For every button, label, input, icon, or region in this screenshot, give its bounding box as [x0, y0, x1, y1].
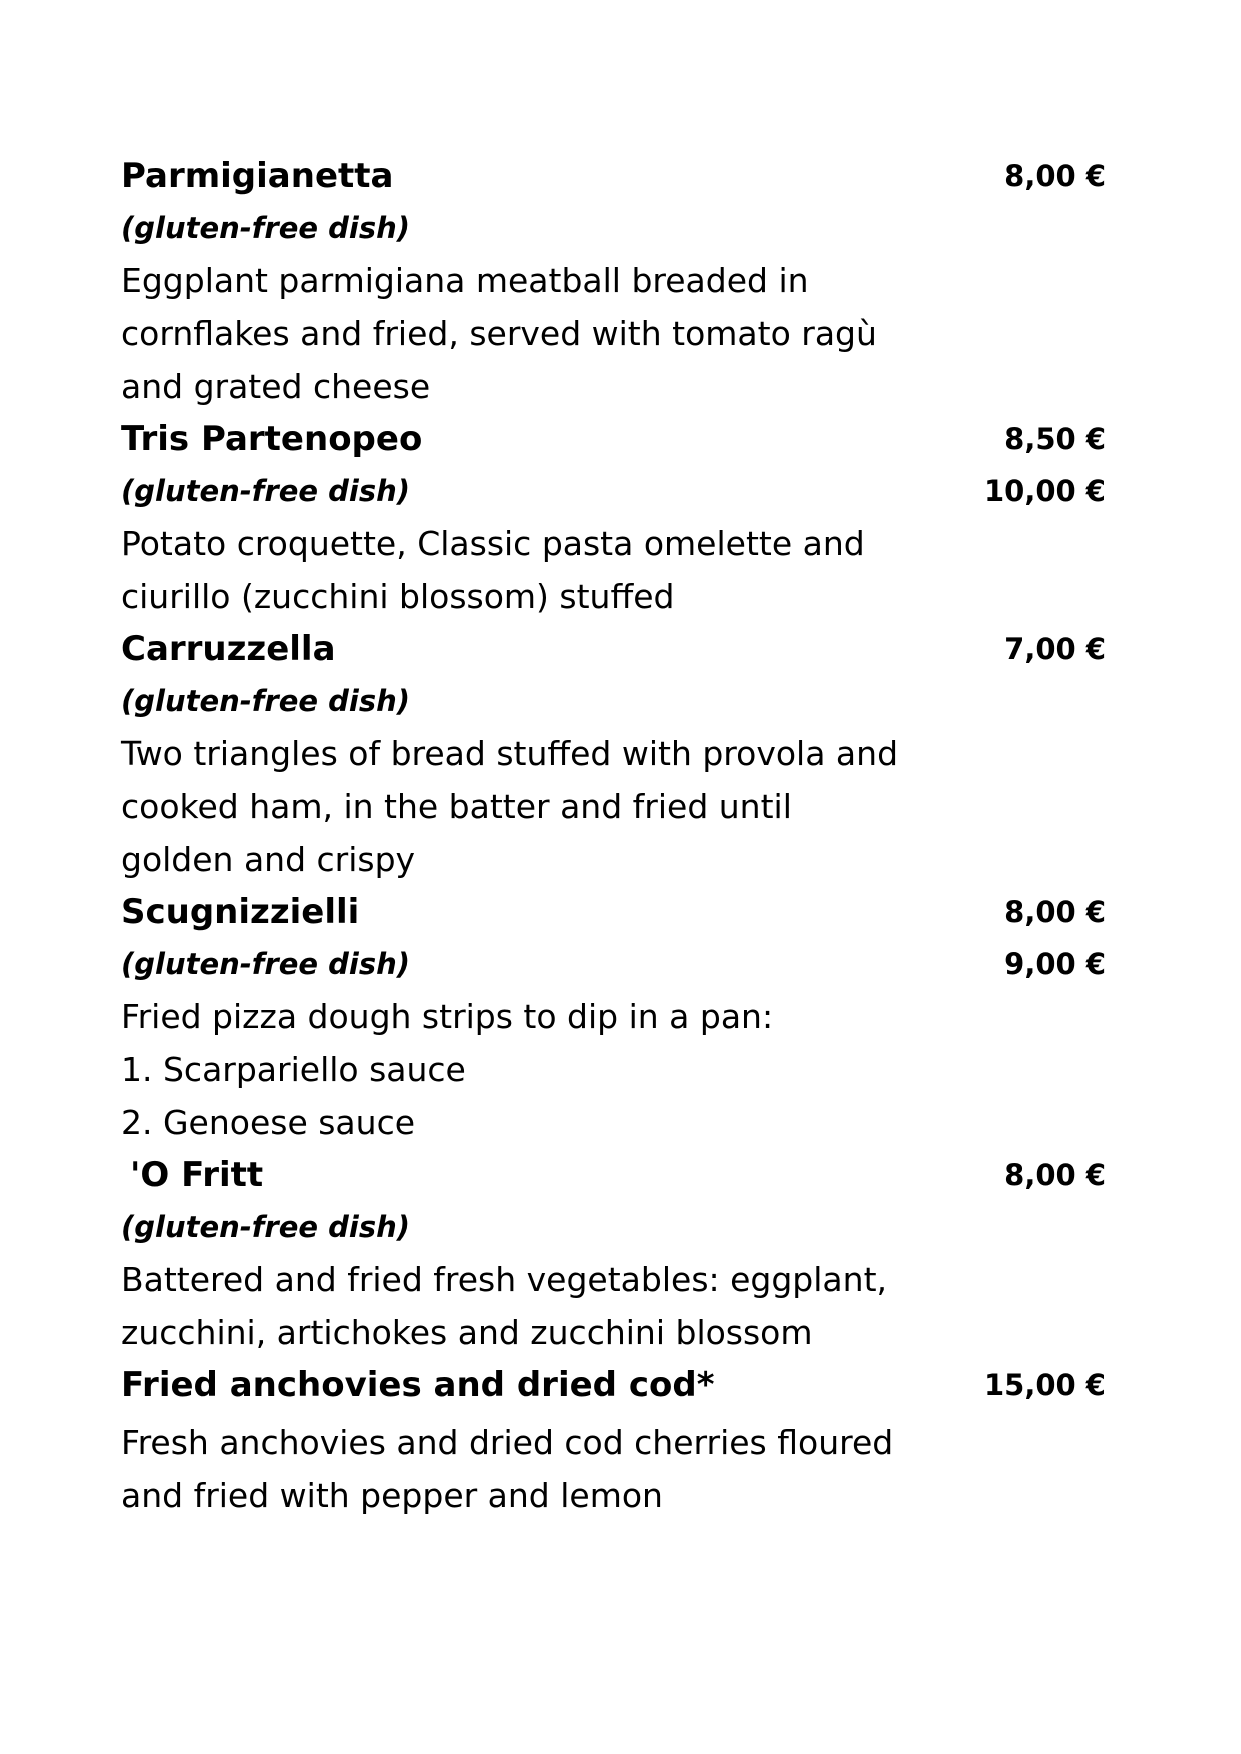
description-text: golden and crispy	[121, 840, 416, 879]
dish-note: (gluten-free dish)	[121, 684, 411, 718]
menu-item-header	[121, 413, 1106, 466]
description-text: Two triangles of bread stuffed with provola and	[121, 734, 899, 773]
dish-note: (gluten-free dish)	[121, 947, 411, 981]
dish-price: 8,50 €	[1004, 422, 1106, 456]
menu-item-header	[121, 150, 1106, 203]
dish-note: (gluten-free dish)	[121, 1210, 411, 1244]
dish-price: 15,00 €	[983, 1368, 1106, 1402]
dish-note: (gluten-free dish)	[121, 211, 411, 245]
description-text: Battered and fried fresh vegetables: eggplant,	[121, 1260, 887, 1299]
dish-name: Scugnizzielli	[121, 892, 360, 932]
dish-description-line	[121, 1306, 1106, 1359]
dish-price: 8,00 €	[1004, 159, 1106, 193]
menu-item-header	[121, 623, 1106, 676]
dish-name: Tris Partenopeo	[121, 419, 423, 459]
dish-note: (gluten-free dish)	[121, 474, 411, 508]
dish-description-line	[121, 727, 1106, 780]
menu-item-header	[121, 886, 1106, 939]
dish-description-line	[121, 307, 1106, 360]
description-text: Eggplant parmigiana meatball breaded in	[121, 261, 809, 300]
description-text: ciurillo (zucchini blossom) stuffed	[121, 577, 675, 616]
dish-note-price: 9,00 €	[1004, 947, 1106, 981]
dish-price: 8,00 €	[1004, 1158, 1106, 1192]
description-text: cornflakes and fried, served with tomato ragù	[121, 314, 877, 353]
description-text: Fresh anchovies and dried cod cherries floured	[121, 1423, 894, 1462]
menu-list	[121, 150, 1106, 1522]
description-text: and fried with pepper and lemon	[121, 1476, 663, 1515]
description-text: zucchini, artichokes and zucchini blossom	[121, 1313, 813, 1352]
dish-note-row	[121, 203, 1106, 254]
dish-name: Carruzzella	[121, 629, 336, 669]
dish-description-line	[121, 1043, 1106, 1096]
description-text: 2. Genoese sauce	[121, 1103, 416, 1142]
dish-description-line	[121, 1416, 1106, 1469]
description-text: Potato croquette, Classic pasta omelette and	[121, 524, 865, 563]
dish-description-line	[121, 570, 1106, 623]
menu-item-header	[121, 1359, 1106, 1412]
description-text: Fried pizza dough strips to dip in a pan:	[121, 997, 774, 1036]
description-text: 1. Scarpariello sauce	[121, 1050, 466, 1089]
dish-note-row	[121, 676, 1106, 727]
dish-name: Fried anchovies and dried cod*	[121, 1365, 715, 1405]
dish-description-line	[121, 1096, 1106, 1149]
dish-description-line	[121, 833, 1106, 886]
dish-description-line	[121, 517, 1106, 570]
dish-note-row	[121, 939, 1106, 990]
dish-price: 8,00 €	[1004, 895, 1106, 929]
dish-name: Parmigianetta	[121, 156, 394, 196]
dish-note-row	[121, 1202, 1106, 1253]
dish-description-line	[121, 780, 1106, 833]
description-text: cooked ham, in the batter and fried until	[121, 787, 792, 826]
description-text: and grated cheese	[121, 367, 431, 406]
dish-description-line	[121, 990, 1106, 1043]
dish-name: 'O Fritt	[130, 1155, 264, 1195]
dish-description-line	[121, 1253, 1106, 1306]
dish-description-line	[121, 1469, 1106, 1522]
dish-price: 7,00 €	[1004, 632, 1106, 666]
menu-item-header	[121, 1149, 1106, 1202]
dish-description-line	[121, 254, 1106, 307]
dish-note-price: 10,00 €	[983, 474, 1106, 508]
dish-description-line	[121, 360, 1106, 413]
dish-note-row	[121, 466, 1106, 517]
